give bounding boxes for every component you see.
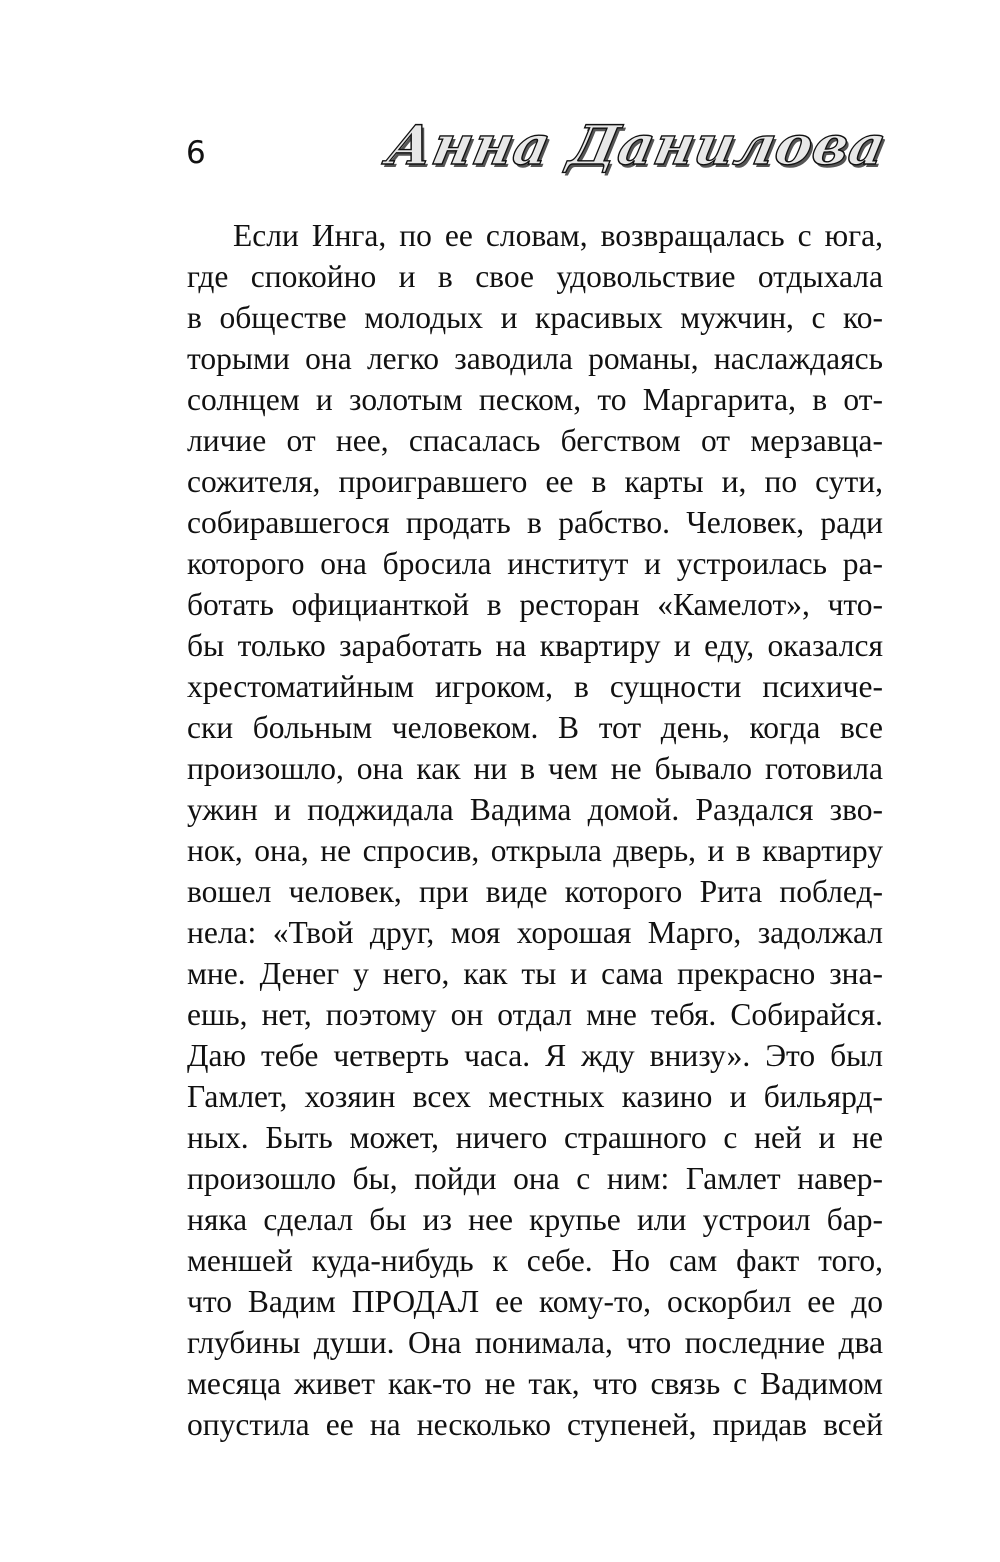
text-line: ботать официанткой в ресторан «Камелот», что- [187,587,883,622]
text-line: нела: «Твой друг, моя хорошая Марго, задолжал [187,915,883,950]
text-line: произошло, она как ни в чем не бывало готовила [187,751,883,786]
text-line: месяца живет как-то не так, что связь с Вадимом [187,1366,883,1401]
text-line: няка сделал бы из нее крупье или устроил бар- [187,1202,883,1237]
text-line: где спокойно и в свое удовольствие отдыхала [187,259,883,294]
text-line: опустила ее на несколько ступеней, придав всей [187,1407,883,1442]
text-line: ужин и поджидала Вадима домой. Раздался зво- [187,792,883,827]
text-line: бы только заработать на квартиру и еду, оказался [187,628,883,663]
text-line: произошло бы, пойди она с ним: Гамлет навер- [187,1161,883,1196]
text-line: глубины души. Она понимала, что последние два [187,1325,883,1360]
text-line: меншей куда-нибудь к себе. Но сам факт того, [187,1243,883,1278]
text-line: хрестоматийным игроком, в сущности психиче- [187,669,883,704]
text-line: ешь, нет, поэтому он отдал мне тебя. Собирайся. [187,997,883,1032]
page-number: 6 [186,135,206,171]
body-text [187,215,883,1445]
text-line: в обществе молодых и красивых мужчин, с ко- [187,300,883,335]
text-line: Даю тебе четверть часа. Я жду внизу». Это был [187,1038,883,1073]
text-line: Гамлет, хозяин всех местных казино и бильярд- [187,1079,883,1114]
text-line: ных. Быть может, ничего страшного с ней и не [187,1120,883,1155]
running-header-author: Анна Данилова [381,113,893,177]
text-line: сожителя, проигравшего ее в карты и, по сути, [187,464,883,499]
text-line: Если Инга, по ее словам, возвращалась с юга, [233,218,883,253]
text-line: торыми она легко заводила романы, наслаждаясь [187,341,883,376]
text-line: ски больным человеком. В тот день, когда все [187,710,883,745]
text-line: личие от нее, спасалась бегством от мерзавца- [187,423,883,458]
text-line: нок, она, не спросив, открыла дверь, и в квартиру [187,833,883,868]
text-line: мне. Денег у него, как ты и сама прекрасно зна- [187,956,883,991]
text-line: солнцем и золотым песком, то Маргарита, в от- [187,382,883,417]
text-line: которого она бросила институт и устроилась ра- [187,546,883,581]
text-line: вошел человек, при виде которого Рита поблед- [187,874,883,909]
text-line: собиравшегося продать в рабство. Человек, ради [187,505,883,540]
text-line: что Вадим ПРОДАЛ ее кому-то, оскорбил ее до [187,1284,883,1319]
